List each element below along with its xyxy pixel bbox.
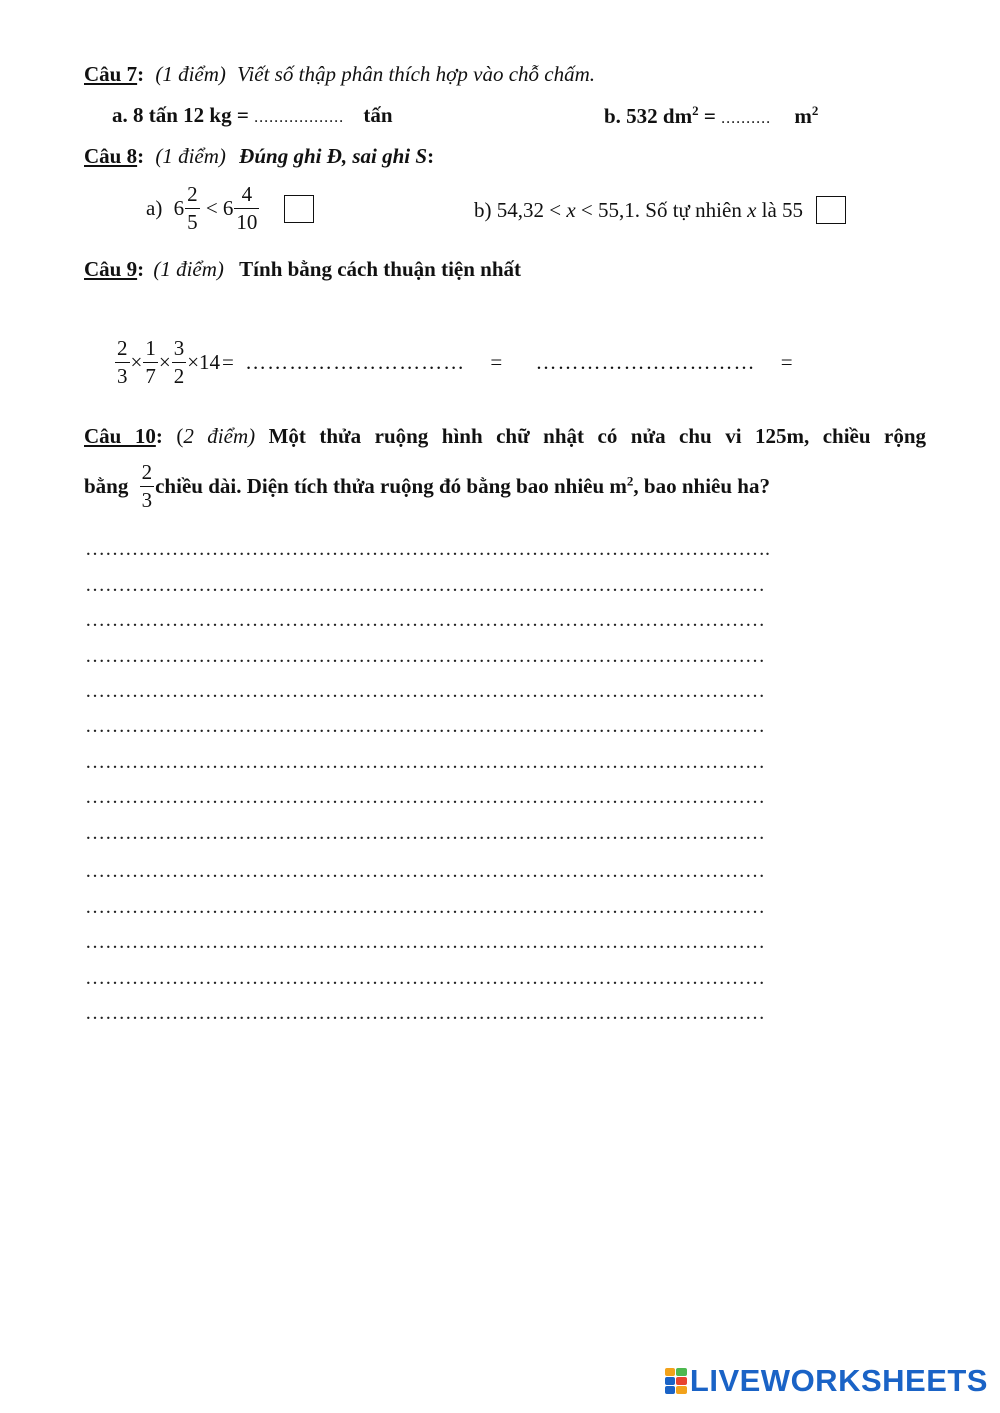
answer-line[interactable]: ………………………………………………………………………………………… [85,751,765,773]
q8-part-b: b) 54,32 < x < 55,1. Số tự nhiên x là 55 [474,198,846,224]
q9-instruction: Tính bằng cách thuận tiện nhất [239,257,522,281]
q9-blank-2[interactable]: ………………………… [535,350,756,374]
answer-line[interactable]: ………………………………………………………………………………………… [85,1002,765,1024]
answer-line[interactable]: ………………………………………………………………………………………… [85,786,765,808]
answer-line[interactable]: …………………………………………………………………………………………. [85,538,770,560]
q8-label: Câu 8 [84,144,138,168]
fraction: $\frac{4}{10}$ [236,182,258,234]
fraction: $\frac{2}{3}$ [117,336,128,388]
logo-text: LIVEWORKSHEETS [689,1363,988,1398]
q7-header: Câu 7: (1 điểm) Viết số thập phân thích hợp vào chỗ chấm. [84,62,596,86]
q9-label: Câu 9 [84,257,138,281]
answer-line[interactable]: ………………………………………………………………………………………… [85,967,765,989]
answer-line[interactable]: ………………………………………………………………………………………… [85,715,765,737]
q8-b-answer-box[interactable] [816,196,846,224]
liveworksheets-logo[interactable] [665,1363,988,1399]
q9-expression: $\frac{2}{3}$ × $\frac{1}{7}$ × $\frac{3}{2}$ ×14= ………………………… = ………………………… = [117,336,793,388]
q7-a-blank[interactable]: .................. [254,109,345,126]
q7-part-a: a. 8 tấn 12 kg = .................. tấn [112,103,393,127]
fraction: $\frac{2}{3}$ [141,460,153,512]
answer-line[interactable]: ………………………………………………………………………………………… [85,896,765,918]
q10-line-1: Câu 10: (2 điểm) Một thửa ruộng hình chữ nhật có nửa chu vi 125m, chiều rộng [84,424,927,448]
q8-points: (1 điểm) [155,144,226,168]
answer-line[interactable]: ………………………………………………………………………………………… [85,574,765,596]
q9-header: Câu 9: (1 điểm) Tính bằng cách thuận tiện nhất [84,257,522,281]
q7-a-unit: tấn [363,103,393,127]
answer-line[interactable]: ………………………………………………………………………………………… [85,822,765,844]
q7-instruction: Viết số thập phân thích hợp vào chỗ chấm. [237,62,596,86]
answer-line[interactable]: ………………………………………………………………………………………… [85,609,765,631]
q9-blank-1[interactable]: ………………………… [245,350,466,374]
answer-line[interactable]: ………………………………………………………………………………………… [85,860,765,882]
fraction: $\frac{1}{7}$ [145,336,156,388]
answer-line[interactable]: ………………………………………………………………………………………… [85,680,765,702]
q9-points: (1 điểm) [153,257,224,281]
answer-line[interactable]: ………………………………………………………………………………………… [85,645,765,667]
q7-part-b: b. 532 $dm^2$ = .......... $m^2$ [604,103,819,128]
liveworksheets-logo-icon [665,1368,687,1394]
q10-label: Câu 10 [84,424,156,448]
fraction: $\frac{2}{5}$ [187,182,198,234]
q10-points: 2 điểm) [183,424,256,448]
q8-instruction: Đúng ghi Đ, sai ghi S [239,144,428,168]
q7-points: (1 điểm) [155,62,226,86]
q10-line-2: bằng $\frac{2}{3}$ chiều dài. Diện tích thửa ruộng đó bằng bao nhiêu $m^2$, bao nhiêu ha? [84,460,770,512]
q8-a-answer-box[interactable] [284,195,314,223]
q7-label: Câu 7 [84,62,138,86]
q7-b-blank[interactable]: .......... [721,110,772,127]
fraction: $\frac{3}{2}$ [173,336,185,388]
answer-line[interactable]: ………………………………………………………………………………………… [85,931,765,953]
q8-header: Câu 8: (1 điểm) Đúng ghi Đ, sai ghi S: [84,144,435,168]
q8-part-a: a) 6 $\frac{2}{5}$ < 6 $\frac{4}{10}$ [146,184,314,233]
q7-b-unit: $m^2$ [794,103,819,128]
q10-question: Một thửa ruộng hình chữ nhật có nửa chu vi 125m, chiều rộng [268,424,927,448]
